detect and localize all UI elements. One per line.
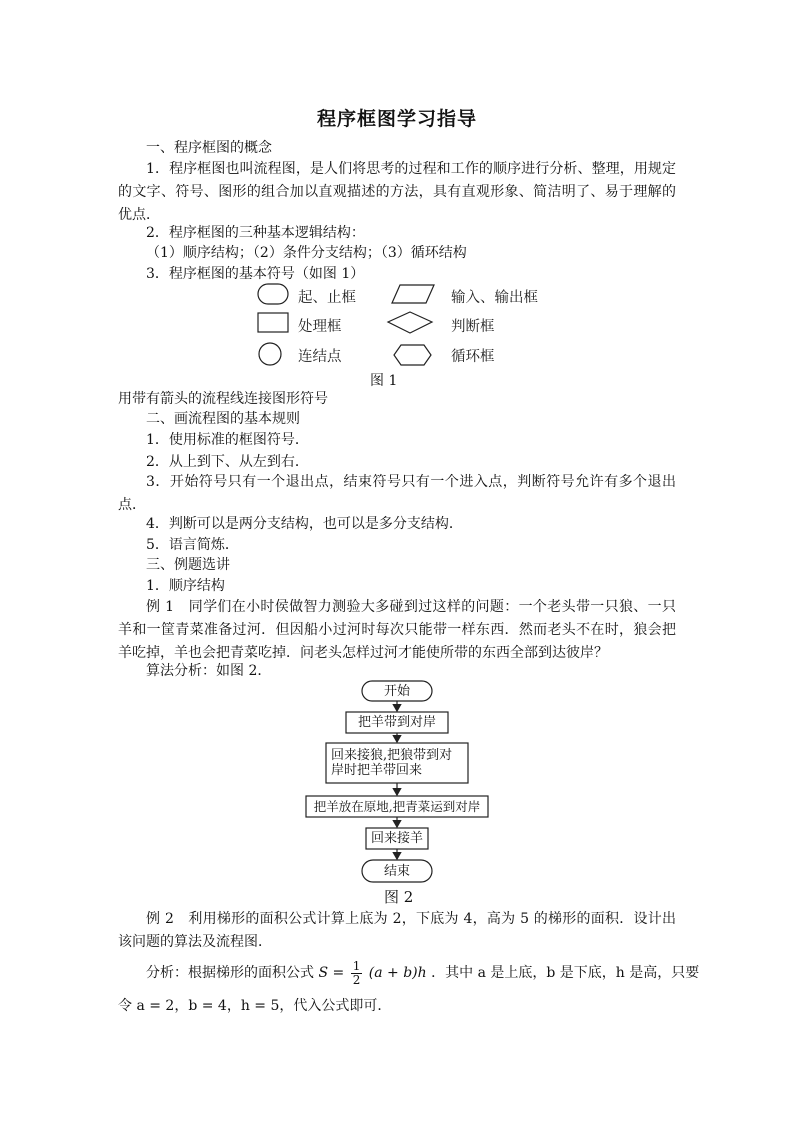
rule-1: 1．使用标准的框图符号．	[146, 432, 309, 448]
analysis-suffix: ．其中 a 是上底，b 是下底，h 是高，只要	[431, 965, 700, 981]
connector-symbol-label: 连结点	[298, 349, 342, 365]
flow-step-3-label: 把羊放在原地,把青菜运到对岸	[313, 799, 481, 814]
figure-2-caption: 图 2	[384, 888, 414, 906]
example-1-analysis: 算法分析：如图 2．	[146, 663, 272, 679]
loop-symbol-label: 循环框	[451, 349, 495, 365]
rule-2: 2．从上到下、从左到右．	[146, 454, 309, 470]
example-1-text: 例 1 同学们在小时侯做智力测验大多碰到过这样的问题：一个老头带一只狼、一只羊和一筐青菜准备过河．但因船小过河时每次只能带一样东西．然而老头不在时，狼会把羊吃掉，羊也会把青菜吃掉．问老头怎样过河才能使所带的东西全部到达彼岸？	[118, 599, 676, 661]
formula-fraction	[351, 960, 363, 987]
section-1-structures-list: （1）顺序结构；（2）条件分支结构；（3）循环结构	[146, 245, 467, 261]
flow-step-4-label: 回来接羊	[370, 831, 423, 846]
flow-step-1-label: 把羊带到对岸	[357, 715, 436, 730]
flow-end-label: 结束	[383, 864, 410, 879]
rule-5: 5．语言简炼．	[146, 537, 239, 553]
section-1-paragraph-2: 2．程序框图的三种基本逻辑结构：	[146, 225, 365, 241]
section-2-heading: 二、画流程图的基本规则	[146, 411, 300, 427]
rule-4: 4．判断可以是两分支结构，也可以是多分支结构．	[146, 516, 463, 532]
formula-denominator: 2	[352, 972, 361, 987]
example-2-analysis-end: 令 a = 2，b = 4，h = 5，代入公式即可．	[118, 998, 392, 1014]
flow-start-label: 开始	[383, 684, 410, 699]
section-1-paragraph-4: 用带有箭头的流程线连接图形符号	[118, 391, 328, 407]
formula-rhs: (a + b)h	[368, 965, 427, 981]
flow-step-2-label: 回来接狼,把狼带到对岸时把羊带回来	[331, 748, 453, 778]
analysis-prefix: 分析：根据梯形的面积公式	[146, 965, 314, 981]
io-symbol-label: 输入、输出框	[451, 290, 538, 306]
section-1-heading: 一、程序框图的概念	[146, 140, 272, 156]
page-title: 程序框图学习指导	[316, 108, 477, 130]
example-2-analysis	[146, 958, 699, 988]
formula-numerator: 1	[352, 958, 361, 973]
section-1-paragraph-1: 1．程序框图也叫流程图，是人们将思考的过程和工作的顺序进行分析、整理，用规定的文字、符号、图形的组合加以直观描述的方法，具有直观形象、简洁明了、易于理解的优点．	[118, 161, 676, 223]
section-1-paragraph-3: 3．程序框图的基本符号（如图 1）	[146, 266, 365, 282]
process-symbol-label: 处理框	[298, 319, 342, 335]
section-3-heading: 三、例题选讲	[146, 557, 230, 573]
decision-symbol-label: 判断框	[451, 319, 495, 335]
figure-1-caption: 图 1	[370, 373, 398, 389]
terminal-symbol-label: 起、止框	[298, 290, 356, 306]
rule-3: 3．开始符号只有一个退出点，结束符号只有一个进入点，判断符号允许有多个退出点．	[118, 474, 676, 513]
subsection-sequential: 1．顺序结构	[146, 578, 225, 594]
formula-lhs: S =	[318, 965, 345, 981]
example-2-text: 例 2 利用梯形的面积公式计算上底为 2，下底为 4，高为 5 的梯形的面积．设计出该问题的算法及流程图．	[118, 911, 676, 950]
